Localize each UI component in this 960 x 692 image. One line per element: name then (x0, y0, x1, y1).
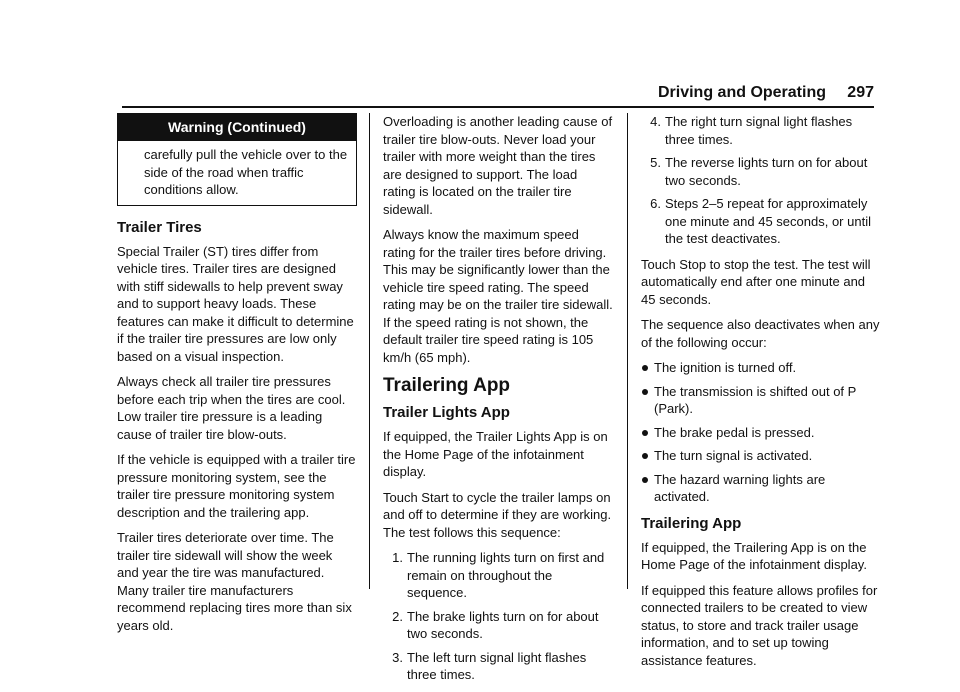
step-list (641, 113, 881, 248)
column-left (117, 113, 357, 642)
warning-box (117, 113, 357, 206)
paragraph: Always check all trailer tire pressures before each trip when the tires are cool. Low trailer tire pressure is a leading cause of trailer tire blow-outs. (117, 374, 346, 442)
bullet-text: The ignition is turned off. (654, 360, 797, 375)
column-middle (383, 113, 613, 692)
warning-title: Warning (Continued) (118, 114, 356, 141)
paragraph: If the vehicle is equipped with a trailer tire pressure monitoring system, see the trailer tire pressure monitoring system description and the trailering app. (117, 452, 356, 520)
bullet-icon (642, 365, 648, 371)
step-number: 6. (650, 196, 661, 211)
bullet-item (641, 383, 881, 418)
paragraph: Overloading is another leading cause of trailer tire blow-outs. Never load your trailer with more weight than the tires are designed to support. The load rating is located on the trailer tire sidewall. (383, 114, 613, 217)
paragraph: Touch Stop to stop the test. The test will automatically end after one minute and 45 seconds. (641, 256, 871, 307)
column-right (641, 113, 881, 677)
bullet-item (641, 424, 881, 442)
bullet-item (641, 447, 881, 465)
heading-trailer-tires: Trailer Tires (117, 218, 202, 236)
bullet-icon (642, 430, 648, 436)
step-list (383, 549, 613, 684)
list-item (641, 195, 881, 248)
paragraph: The sequence also deactivates when any of the following occur: (641, 317, 880, 350)
bullet-item (641, 359, 881, 377)
step-number: 4. (650, 114, 661, 129)
step-text: The left turn signal light flashes three times. (407, 649, 587, 682)
list-item (641, 113, 881, 148)
bullet-text: The hazard warning lights are activated. (654, 471, 826, 504)
bullet-text: The brake pedal is pressed. (654, 424, 815, 440)
step-text: The right turn signal light flashes three times. (665, 114, 853, 147)
bullet-icon (642, 477, 648, 483)
step-text: Steps 2–5 repeat for approximately one minute and 45 seconds, or until the test deactivates. (665, 196, 871, 246)
paragraph: Trailer tires deteriorate over time. The trailer tire sidewall will show the week and year the tire was manufactured. Many trailer tire manufacturers recommend replacing tires more than six years old. (117, 530, 352, 633)
paragraph: If equipped this feature allows profiles for connected trailers to be created to view status, to store and track trailer usage information, and to set up towing assistance features. (641, 582, 878, 668)
heading-trailering-app: Trailering App (641, 514, 742, 532)
heading-trailer-lights-app: Trailer Lights App (383, 404, 510, 421)
bullet-text: The transmission is shifted out of P (Park). (654, 383, 857, 416)
bullet-icon (642, 453, 648, 459)
bullet-list (641, 359, 881, 506)
column-divider (627, 113, 628, 589)
heading-trailering-app: Trailering App (383, 375, 511, 396)
list-item (383, 649, 613, 684)
column-divider (369, 113, 370, 589)
step-number: 1. (392, 550, 403, 565)
page-number: 297 (847, 84, 874, 101)
paragraph: Touch Start to cycle the trailer lamps on and off to determine if they are working. The test follows this sequence: (383, 489, 612, 540)
step-text: The brake lights turn on for about two seconds. (407, 608, 599, 641)
list-item (641, 154, 881, 189)
page-header (122, 84, 874, 108)
step-text: The reverse lights turn on for about two seconds. (665, 155, 868, 188)
step-text: The running lights turn on first and remain on throughout the sequence. (407, 550, 605, 600)
paragraph: If equipped, the Trailering App is on the Home Page of the infotainment display. (641, 539, 867, 572)
paragraph: Always know the maximum speed rating for the trailer tires before driving. This may be significantly lower than the vehicle tire speed rating. The speed rating may be on the trailer tire sidewall. If the speed rating is not shown, the default trailer tire speed rating is 105 km/h (65 mph). (383, 227, 613, 365)
list-item (383, 608, 613, 643)
paragraph: Special Trailer (ST) tires differ from vehicle tires. Trailer tires are designed with stiff sidewalls to help prevent sway and to support heavy loads. These features can make it difficult to determine if the trailer tire pressures are low only based on a visual inspection. (117, 243, 354, 364)
bullet-text: The turn signal is activated. (654, 448, 813, 463)
step-number: 3. (392, 649, 403, 665)
section-title: Driving and Operating (657, 84, 826, 101)
step-number: 2. (392, 608, 403, 624)
bullet-icon (642, 389, 648, 395)
step-number: 5. (650, 155, 661, 170)
paragraph: If equipped, the Trailer Lights App is on the Home Page of the infotainment display. (383, 429, 608, 479)
list-item (383, 549, 613, 602)
warning-text: carefully pull the vehicle over to the side of the road when traffic conditions allow. (144, 147, 348, 197)
bullet-item (641, 471, 881, 506)
